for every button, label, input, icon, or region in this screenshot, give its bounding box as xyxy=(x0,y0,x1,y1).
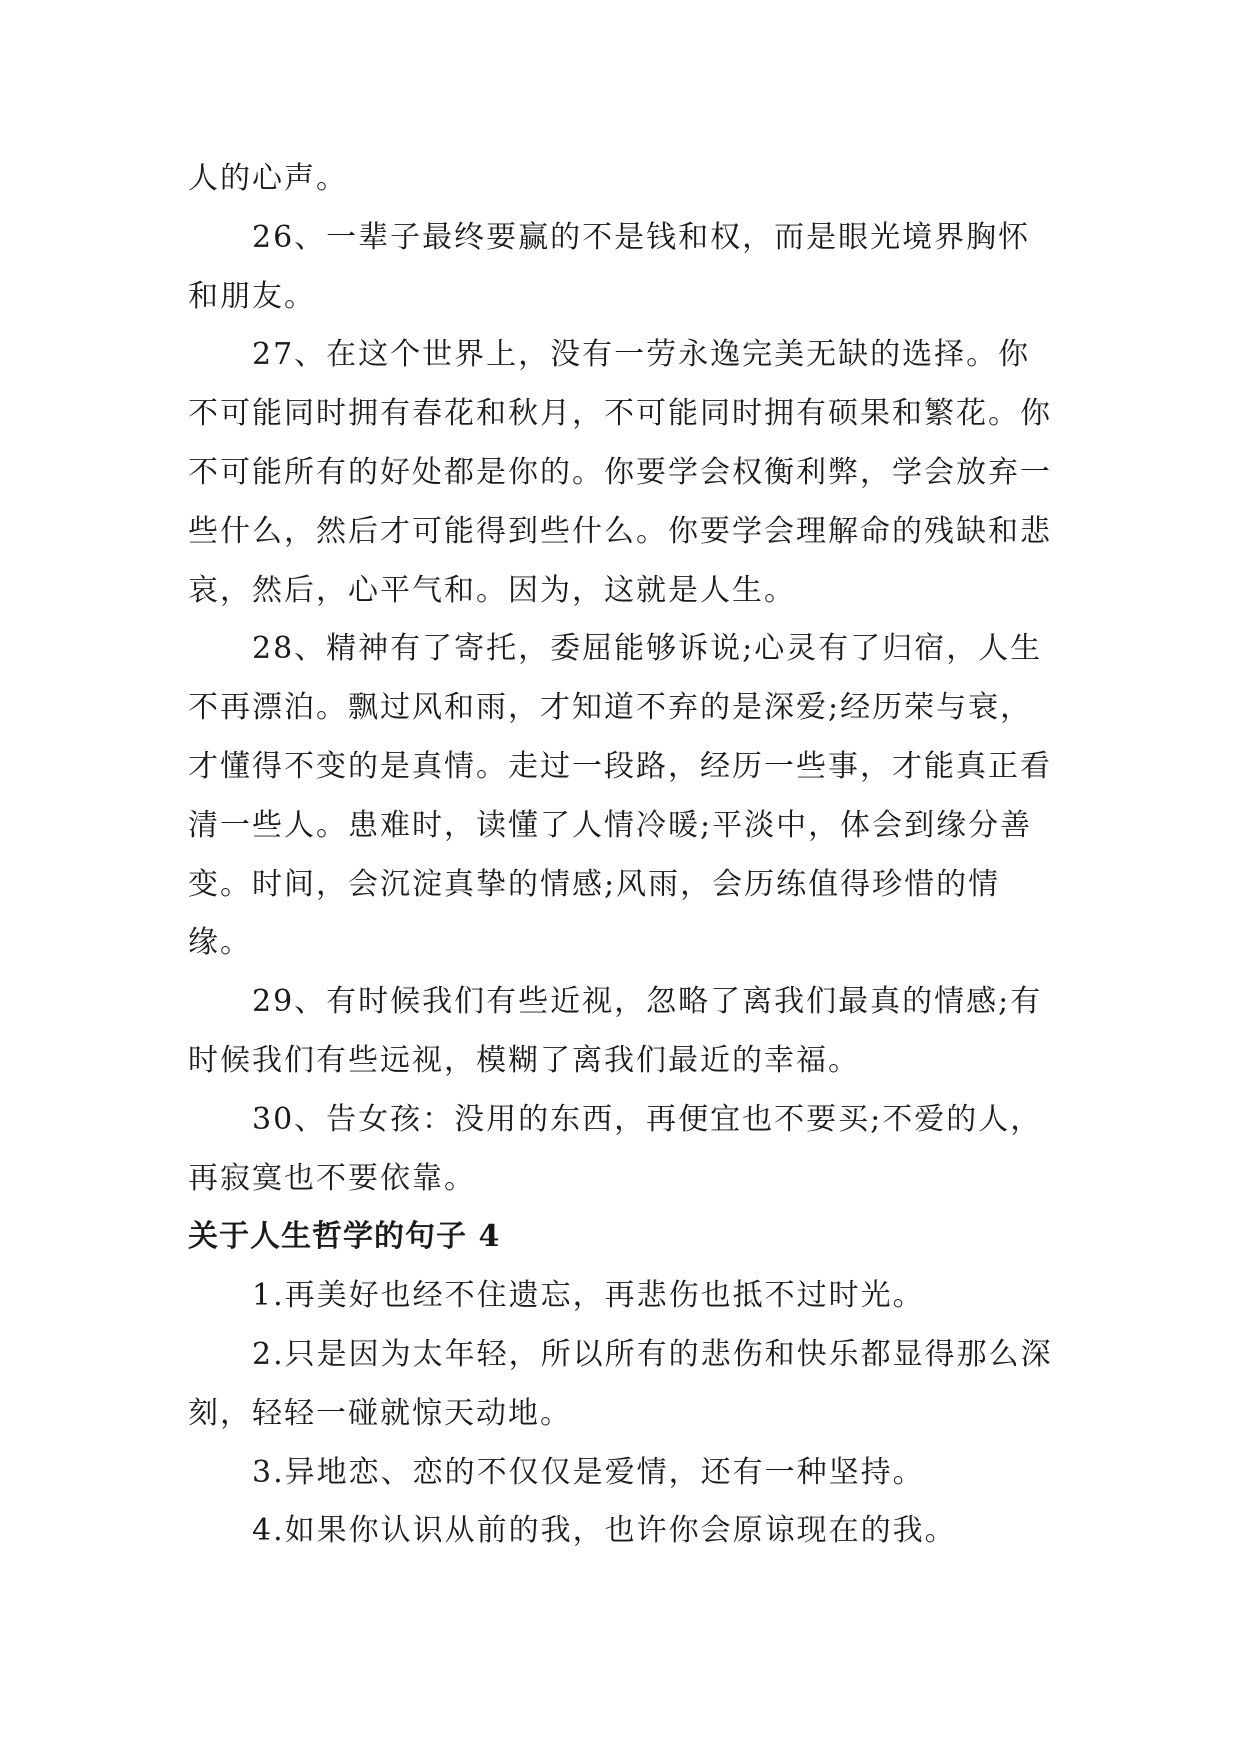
paragraph-29: 29、有时候我们有些近视，忽略了离我们最真的情感;有时候我们有些远视，模糊了离我们最近的幸福。 xyxy=(188,984,1043,1078)
paragraph-26: 26、一辈子最终要赢的不是钱和权，而是眼光境界胸怀和朋友。 xyxy=(188,219,1031,314)
list-item: 4.如果你认识从前的我，也许你会原谅现在的我。 xyxy=(252,1513,957,1549)
list-item: 2.只是因为太年轻，所以所有的悲伤和快乐都显得那么深刻，轻轻一碰就惊天动地。 xyxy=(188,1336,1053,1431)
list-item: 1.再美好也经不住遗忘，再悲伤也抵不过时光。 xyxy=(252,1278,925,1314)
paragraph-continuation: 人的心声。 xyxy=(188,161,348,196)
paragraph-30: 30、告女孩：没用的东西，再便宜也不要买;不爱的人，再寂寞也不要依靠。 xyxy=(188,1101,1043,1196)
section-heading: 关于人生哲学的句子 4 xyxy=(188,1219,501,1255)
document-body xyxy=(188,150,1054,1561)
paragraph-28: 28、精神有了寄托，委屈能够诉说;心灵有了归宿，人生不再漂泊。飘过风和雨，才知道不弃的是深爱;经历荣与衰，才懂得不变的是真情。走过一段路，经历一些事，才能真正看清一些人。患难时，读懂了人情冷暖;平淡中，体会到缘分善变。时间，会沉淀真挚的情感;风雨，会历练值得珍惜的情缘。 xyxy=(188,631,1052,961)
paragraph-27: 27、在这个世界上，没有一劳永逸完美无缺的选择。你不可能同时拥有春花和秋月，不可能同时拥有硕果和繁花。你不可能所有的好处都是你的。你要学会权衡利弊，学会放弃一些什么，然后才可能得到些什么。你要学会理解命的残缺和悲哀，然后，心平气和。因为，这就是人生。 xyxy=(188,337,1052,608)
list-item: 3.异地恋、恋的不仅仅是爱情，还有一种坚持。 xyxy=(252,1454,925,1490)
